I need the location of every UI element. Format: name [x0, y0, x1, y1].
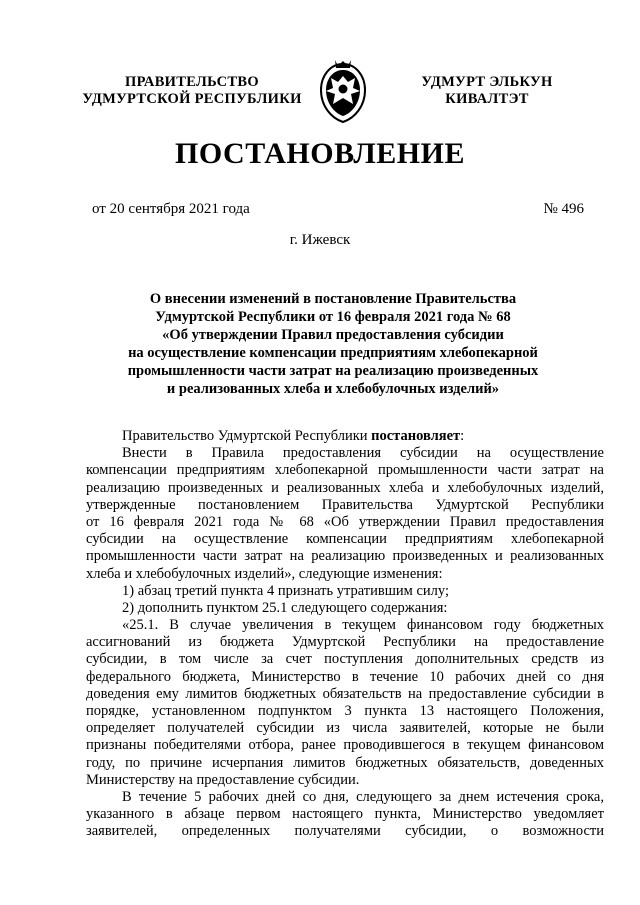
header-left-line-2: УДМУРТСКОЙ РЕСПУБЛИКИ — [82, 91, 302, 107]
body-text-line: федерального бюджета, Министерство в течение 10 рабочих дней со дня — [86, 668, 604, 685]
subject-line: и реализованных хлеба и хлебобулочных изделий» — [166, 381, 500, 397]
body-text-line: определяет получателей субсидии из числа заявителей, которые не были — [86, 720, 604, 737]
udmurtia-coat-of-arms-icon — [318, 58, 368, 124]
document-subject — [90, 290, 576, 398]
body-text-line: субсидии на осуществление компенсации предприятиям хлебопекарной — [86, 531, 604, 548]
body-text-line: доведения ему лимитов бюджетных обязательств на предоставление субсидии в — [86, 685, 604, 702]
body-text-line: ассигнований из бюджета Удмуртской Республики на предоставление — [86, 634, 604, 651]
body-text-line: реализацию произведенных и реализованных хлеба и хлебобулочных изделий, — [86, 479, 604, 496]
body-text-line: Министерству на предоставление субсидии. — [86, 771, 360, 788]
document-title: ПОСТАНОВЛЕНИЕ — [175, 137, 465, 170]
intro-prefix: Правительство Удмуртской Республики — [122, 428, 372, 444]
intro-suffix: : — [460, 428, 465, 444]
body-text-line: В течение 5 рабочих дней со дня, следующего за днем истечения срока, — [122, 788, 604, 805]
body-text-line: признаны победителями отбора, ранее проводившегося в текущем финансовом — [86, 737, 604, 754]
intro-paragraph — [86, 428, 604, 445]
document-city: г. Ижевск — [289, 232, 351, 248]
header-right-line-2: КИВАЛТЭТ — [445, 91, 529, 107]
body-text-line: Внести в Правила предоставления субсидии на осуществление — [122, 445, 604, 462]
body-text-line: порядке, установленном подпунктом 3 пункта 13 настоящего Положения, — [86, 703, 604, 719]
body-text-line: 2) дополнить пунктом 25.1 следующего содержания: — [122, 599, 448, 616]
document-body — [86, 428, 604, 841]
header-right-line-1: УДМУРТ ЭЛЬКУН — [421, 74, 553, 90]
body-text-line: году, по причине исчерпания лимитов бюджетных обязательств, доведенных — [86, 754, 604, 771]
body-text-line: 1) абзац третий пункта 4 признать утратившим силу; — [122, 582, 449, 599]
subject-line: «Об утверждении Правил предоставления субсидии — [162, 327, 504, 343]
body-text-line: компенсации предприятиям хлебопекарной промышленности части затрат на — [86, 462, 604, 479]
header-left-block — [76, 74, 308, 108]
body-text-line: «25.1. В случае увеличения в текущем финансовом году бюджетных — [122, 617, 604, 634]
body-text-line: утвержденные постановлением Правительства Удмуртской Республики — [86, 496, 604, 513]
body-text-line: промышленности части затрат на реализацию произведенных и реализованных — [86, 548, 604, 565]
header-right-block — [392, 74, 582, 108]
intro-verb: постановляет — [371, 428, 461, 444]
document-number: № 496 — [543, 201, 584, 217]
subject-line: на осуществление компенсации предприятиям хлебопекарной — [128, 345, 538, 361]
subject-line: О внесении изменений в постановление Правительства — [149, 291, 517, 307]
subject-line: промышленности части затрат на реализацию произведенных — [127, 363, 539, 379]
subject-line: Удмуртской Республики от 16 февраля 2021 года № 68 — [155, 309, 511, 325]
header-left-line-1: ПРАВИТЕЛЬСТВО — [125, 74, 259, 90]
body-text-line: хлеба и хлебобулочных изделий», следующие изменения: — [86, 565, 443, 582]
document-date: от 20 сентября 2021 года — [92, 201, 250, 217]
body-text-line: субсидии, в том числе за счет поступления дополнительных средств из — [86, 651, 604, 668]
body-text-line: указанного в абзаце первом настоящего пункта, Министерство уведомляет — [86, 806, 604, 823]
body-text-line: от 16 февраля 2021 года № 68 «Об утверждении Правил предоставления — [86, 513, 604, 530]
body-text-line: заявителей, определенных получателями субсидии, о возможности — [86, 823, 604, 840]
